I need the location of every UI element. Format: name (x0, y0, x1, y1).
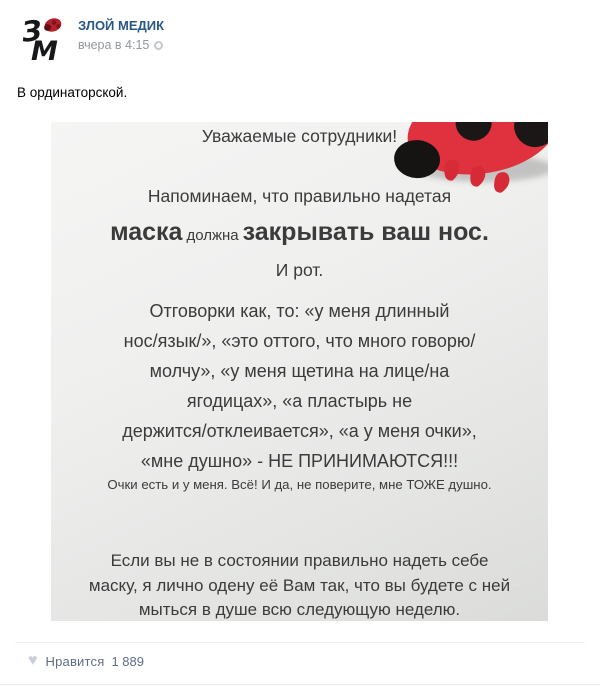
notice-threat-paragraph (51, 549, 548, 621)
avatar-letter-m: М (31, 36, 58, 62)
page-bottom-divider (0, 684, 600, 685)
notice-excuses-line: «мне душно» - НЕ ПРИНИМАЮТСЯ!!! (140, 451, 459, 471)
community-name-link[interactable]: ЗЛОЙ МЕДИК (78, 18, 165, 33)
notice-reminder-intro: Напоминаем, что правильно надетая (147, 186, 452, 206)
notice-mask-bold-2: закрывать ваш нос. (242, 218, 489, 246)
community-avatar[interactable] (16, 14, 64, 62)
notice-excuses-line: держится/отклеивается», «а у меня очки», (122, 421, 477, 441)
header-texts (78, 18, 164, 53)
like-count: 1 889 (111, 653, 145, 669)
post-text: В ординаторской. (17, 85, 128, 100)
post-actions-divider (15, 642, 585, 643)
notice-threat-line: Если вы не в состоянии правильно надеть себе (110, 551, 489, 570)
heart-icon: ♥ (28, 652, 38, 669)
notice-excuses-line: Отговорки как, то: «у меня длинный (149, 301, 450, 321)
like-button[interactable] (28, 649, 144, 673)
notice-glasses-note: Очки есть и у меня. Всё! И да, не поверите, мне ТОЖЕ душно. (107, 477, 492, 492)
notice-greeting: Уважаемые сотрудники! (201, 126, 398, 146)
notice-excuses-line: нос/язык/», «это оттого, что много говорю/ (123, 331, 476, 351)
avatar-monogram-logo (16, 14, 64, 62)
notice-and-mouth: И рот. (275, 260, 324, 280)
notice-threat-line: мыться в душе всю следующую неделю. (138, 600, 461, 620)
notice-mask-small-word: должна (186, 227, 239, 244)
avatar-letter-z: З (20, 14, 44, 49)
post-timestamp[interactable] (78, 38, 164, 53)
notice-excuses-line: ягодицах», «а пластырь не (186, 391, 413, 411)
timestamp-text: вчера в 4:15 (78, 38, 150, 52)
post-photo[interactable] (51, 122, 548, 621)
notice-threat-line: маску, я лично одену её Вам так, что вы будете с ней (88, 575, 511, 595)
notice-excuses-line: молчу», «у меня щетина на лице/на (149, 361, 450, 381)
notice-mask-rule (51, 218, 548, 247)
like-label: Нравится (45, 653, 105, 669)
notice-mask-bold-1: маска (110, 218, 183, 246)
notice-excuses-paragraph (51, 296, 548, 476)
globe-icon (154, 41, 163, 50)
ladybug-avatar-icon (43, 16, 63, 34)
